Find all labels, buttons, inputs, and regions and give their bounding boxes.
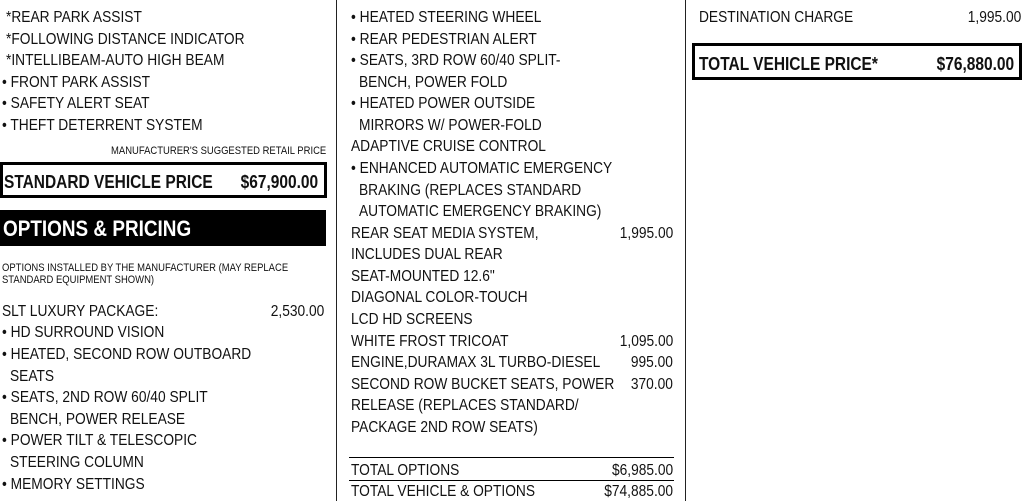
option-line: PACKAGE 2ND ROW SEATS) bbox=[351, 419, 538, 436]
options-heading-band bbox=[0, 210, 326, 246]
options-heading: OPTIONS & PRICING bbox=[3, 216, 192, 241]
option-price: 1,095.00 bbox=[619, 333, 673, 350]
package-item: SEATS bbox=[10, 368, 55, 385]
package-item: STEERING COLUMN bbox=[10, 454, 144, 471]
option-line: SEAT-MOUNTED 12.6" bbox=[351, 268, 495, 285]
standard-price-box bbox=[0, 162, 327, 198]
package-item: BENCH, POWER RELEASE bbox=[10, 411, 186, 428]
totals-rule bbox=[349, 457, 674, 458]
option-line: MIRRORS W/ POWER-FOLD bbox=[359, 117, 542, 134]
option-line: AUTOMATIC EMERGENCY BRAKING) bbox=[359, 203, 602, 220]
options-note: STANDARD EQUIPMENT SHOWN) bbox=[2, 274, 155, 286]
option-line: • HEATED STEERING WHEEL bbox=[351, 9, 542, 26]
option-price: 370.00 bbox=[630, 376, 673, 393]
feature-line: • THEFT DETERRENT SYSTEM bbox=[2, 117, 203, 134]
destination-value: 1,995.00 bbox=[967, 9, 1021, 26]
option-line: LCD HD SCREENS bbox=[351, 311, 473, 328]
feature-line: *INTELLIBEAM-AUTO HIGH BEAM bbox=[6, 52, 225, 69]
option-line: ADAPTIVE CRUISE CONTROL bbox=[351, 138, 546, 155]
total-price-box bbox=[692, 43, 1022, 80]
option-price: 995.00 bbox=[630, 354, 673, 371]
option-price: 1,995.00 bbox=[619, 225, 673, 242]
options-note: OPTIONS INSTALLED BY THE MANUFACTURER (MAY REPLACE bbox=[2, 262, 289, 274]
option-line: REAR SEAT MEDIA SYSTEM, bbox=[351, 225, 539, 242]
total-price-label: TOTAL VEHICLE PRICE* bbox=[699, 54, 878, 74]
option-line: BENCH, POWER FOLD bbox=[359, 74, 508, 91]
feature-line: *FOLLOWING DISTANCE INDICATOR bbox=[6, 31, 245, 48]
package-item: • SEATS, 2ND ROW 60/40 SPLIT bbox=[2, 389, 208, 406]
feature-line: • FRONT PARK ASSIST bbox=[2, 74, 151, 91]
standard-price-label: STANDARD VEHICLE PRICE bbox=[4, 172, 213, 192]
package-name: SLT LUXURY PACKAGE: bbox=[2, 303, 159, 320]
total-vehicle-options-value: $74,885.00 bbox=[604, 483, 673, 500]
destination-label: DESTINATION CHARGE bbox=[699, 9, 854, 26]
option-line: WHITE FROST TRICOAT bbox=[351, 333, 509, 350]
package-item: • POWER TILT & TELESCOPIC bbox=[2, 432, 197, 449]
total-vehicle-options-label: TOTAL VEHICLE & OPTIONS bbox=[351, 483, 536, 500]
column-divider bbox=[685, 0, 686, 501]
total-options-label: TOTAL OPTIONS bbox=[351, 462, 460, 479]
option-line: SECOND ROW BUCKET SEATS, POWER bbox=[351, 376, 615, 393]
option-line: • SEATS, 3RD ROW 60/40 SPLIT- bbox=[351, 52, 561, 69]
package-item: • MEMORY SETTINGS bbox=[2, 476, 145, 493]
feature-line: • SAFETY ALERT SEAT bbox=[2, 95, 150, 112]
option-line: • REAR PEDESTRIAN ALERT bbox=[351, 31, 537, 48]
msrp-caption: MANUFACTURER'S SUGGESTED RETAIL PRICE bbox=[111, 145, 327, 157]
feature-line: *REAR PARK ASSIST bbox=[6, 9, 142, 26]
total-options-value: $6,985.00 bbox=[611, 462, 673, 479]
option-line: • HEATED POWER OUTSIDE bbox=[351, 95, 536, 112]
option-line: DIAGONAL COLOR-TOUCH bbox=[351, 289, 528, 306]
option-line: INCLUDES DUAL REAR bbox=[351, 246, 503, 263]
option-line: ENGINE,DURAMAX 3L TURBO-DIESEL bbox=[351, 354, 601, 371]
standard-price-value: $67,900.00 bbox=[240, 172, 318, 192]
package-item: • HEATED, SECOND ROW OUTBOARD bbox=[2, 346, 252, 363]
total-price-value: $76,880.00 bbox=[936, 54, 1014, 74]
option-line: RELEASE (REPLACES STANDARD/ bbox=[351, 397, 579, 414]
option-line: BRAKING (REPLACES STANDARD bbox=[359, 182, 582, 199]
package-item: • HD SURROUND VISION bbox=[2, 324, 165, 341]
option-line: • ENHANCED AUTOMATIC EMERGENCY bbox=[351, 160, 613, 177]
column-divider bbox=[336, 0, 337, 501]
package-price: 2,530.00 bbox=[270, 303, 324, 320]
